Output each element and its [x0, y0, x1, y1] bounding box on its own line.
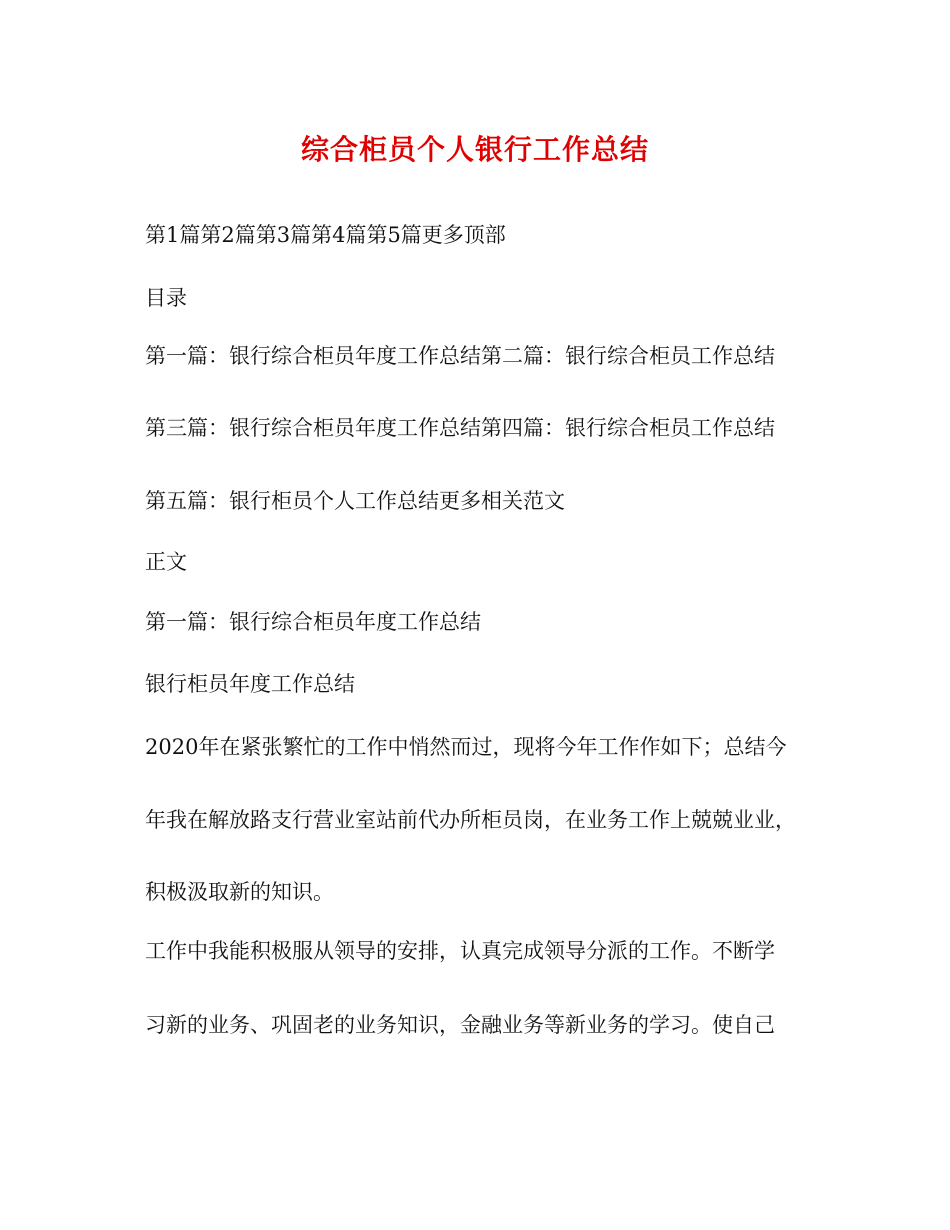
section-nav-links: 第1篇第2篇第3篇第4篇第5篇更多顶部 — [145, 223, 506, 247]
document-title: 综合柜员个人银行工作总结 — [300, 133, 649, 166]
toc-line: 第三篇：银行综合柜员年度工作总结第四篇：银行综合柜员工作总结 — [145, 416, 775, 440]
paragraph-line: 2020年在紧张繁忙的工作中悄然而过，现将今年工作作如下；总结今 — [145, 735, 787, 759]
paragraph-line: 年我在解放路支行营业室站前代办所柜员岗，在业务工作上兢兢业业， — [145, 808, 796, 832]
paragraph-line: 习新的业务、巩固老的业务知识，金融业务等新业务的学习。使自己 — [145, 1013, 775, 1037]
paragraph-line: 工作中我能积极服从领导的安排，认真完成领导分派的工作。不断学 — [145, 939, 775, 963]
section-heading: 第一篇：银行综合柜员年度工作总结 — [145, 610, 481, 634]
sub-heading: 银行柜员年度工作总结 — [145, 672, 355, 696]
toc-line: 第五篇：银行柜员个人工作总结更多相关范文 — [145, 489, 565, 513]
toc-line: 第一篇：银行综合柜员年度工作总结第二篇：银行综合柜员工作总结 — [145, 344, 775, 368]
paragraph-line: 积极汲取新的知识。 — [145, 880, 334, 904]
body-heading: 正文 — [145, 550, 187, 574]
toc-heading: 目录 — [145, 286, 187, 310]
